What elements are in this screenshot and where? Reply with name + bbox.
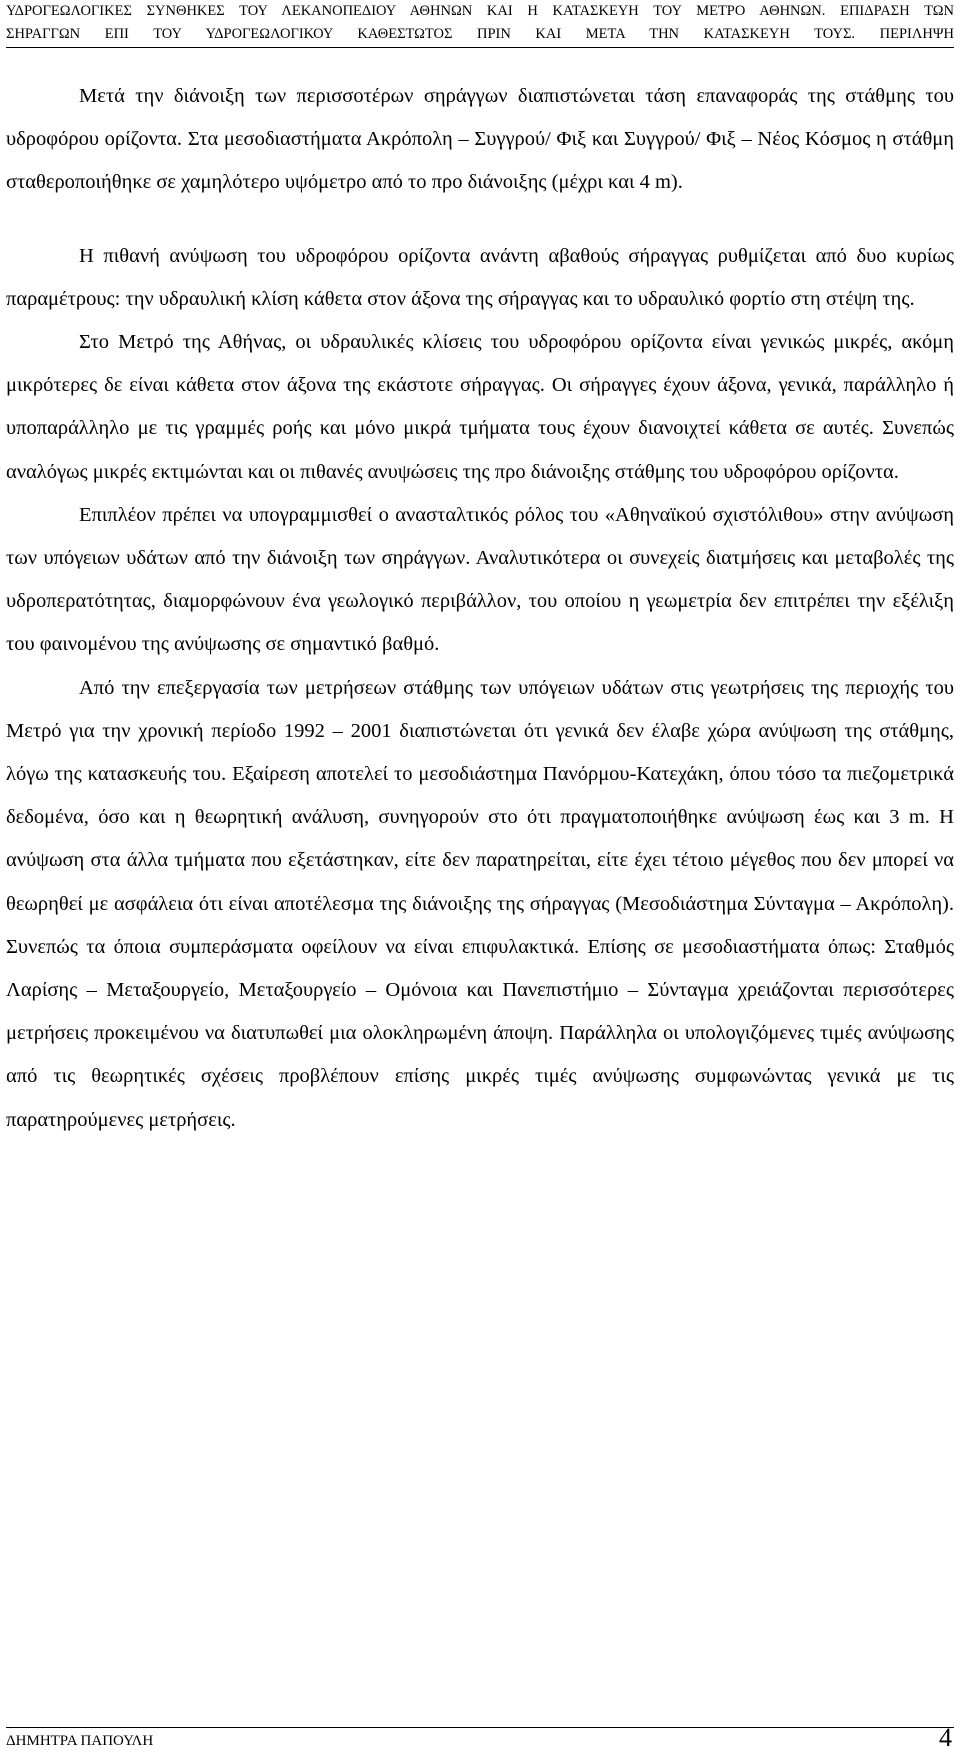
header-line-2: ΣΗΡΑΓΓΩΝ ΕΠΙ ΤΟΥ ΥΔΡΟΓΕΩΛΟΓΙΚΟΥ ΚΑΘΕΣΤΩΤΟΣ ΠΡΙΝ ΚΑΙ ΜΕΤΑ ΤΗΝ ΚΑΤΑΣΚΕΥΗ ΤΟΥΣ. ΠΕΡΙΛΗΨΗ [6,26,954,42]
running-header [6,0,954,46]
paragraph-3: Στο Μετρό της Αθήνας, οι υδραυλικές κλίσεις του υδροφόρου ορίζοντα είναι γενικώς μικρές, ακόμη μικρότερες δε είναι κάθετα στον άξονα της εκάστοτε σήραγγας. Οι σήραγγες έχουν άξονα, γενικά, παράλληλο ή υποπαράλληλο με τις γραμμές ροής και μόνο μικρά τμήματα τους έχουν διανοιχτεί κάθετα σε αυτές. Συνεπώς αναλόγως μικρές εκτιμώνται και οι πιθανές ανυψώσεις της προ διάνοιξης στάθμης του υδροφόρου ορίζοντα. [6,331,954,483]
footer-divider [6,1727,954,1728]
paragraph-1: Μετά την διάνοιξη των περισσοτέρων σηράγγων διαπιστώνεται τάση επαναφοράς της στάθμης του υδροφόρου ορίζοντα. Στα μεσοδιαστήματα Ακρόπολη – Συγγρού/ Φιξ και Συγγρού/ Φιξ – Νέος Κόσμος η στάθμη σταθεροποιήθηκε σε χαμηλότερο υψόμετρο από το προ διάνοιξης (μέχρι και 4 m). [6,85,954,194]
page-number: 4 [939,1723,952,1752]
footer-author: ΔΗΜΗΤΡΑ ΠΑΠΟΥΛΗ [6,1733,154,1749]
paragraph-4: Επιπλέον πρέπει να υπογραμμισθεί ο ανασταλτικός ρόλος του «Αθηναϊκού σχιστόλιθου» στην ανύψωση των υπόγειων υδάτων από την διάνοιξη των σηράγγων. Αναλυτικότερα οι συνεχείς διατμήσεις και μεταβολές της υδροπερατότητας, διαμορφώνουν ένα γεωλογικό περιβάλλον, του οποίου η γεωμετρία δεν επιτρέπει την εξέλιξη του φαινομένου της ανύψωσης σε σημαντικό βαθμό. [6,503,954,656]
header-divider [6,47,954,48]
paragraph-5: Από την επεξεργασία των μετρήσεων στάθμης των υπόγειων υδάτων στις γεωτρήσεις της περιοχής του Μετρό για την χρονική περίοδο 1992 – 2001 διαπιστώνεται ότι γενικά δεν έλαβε χώρα ανύψωση της στάθμης, λόγω της κατασκευής του. Εξαίρεση αποτελεί το μεσοδιάστημα Πανόρμου-Κατεχάκη, όπου τόσο τα πιεζομετρικά δεδομένα, όσο και η θεωρητική ανάλυση, συνηγορούν στο ότι πραγματοποιήθηκε ανύψωση έως και 3 m. Η ανύψωση στα άλλα τμήματα που εξετάστηκαν, είτε δεν παρατηρείται, είτε έχει τέτοιο μέγεθος που δεν μπορεί να θεωρηθεί με ασφάλεια ότι είναι αποτέλεσμα της διάνοιξης της σήραγγας (Μεσοδιάστημα Σύνταγμα – Ακρόπολη). Συνεπώς τα όποια συμπεράσματα οφείλουν να είναι επιφυλακτικά. Επίσης σε μεσοδιαστήματα όπως: Σταθμός Λαρίσης – Μεταξουργείο, Μεταξουργείο – Ομόνοια και Πανεπιστήμιο – Σύνταγμα χρειάζονται περισσότερες μετρήσεις προκειμένου να διατυπωθεί μια ολοκληρωμένη άποψη. Παράλληλα οι υπολογιζόμενες τιμές ανύψωσης από τις θεωρητικές σχέσεις προβλέπουν επίσης μικρές τιμές ανύψωσης συμφωνώντας γενικά με τις παρατηρούμενες μετρήσεις. [6,676,954,1131]
paragraph-2: Η πιθανή ανύψωση του υδροφόρου ορίζοντα ανάντη αβαθούς σήραγγας ρυθμίζεται από δυο κυρίως παραμέτρους: την υδραυλική κλίση κάθετα στον άξονα της σήραγγας και το υδραυλικό φορτίο στη στέψη της. [6,244,954,310]
document-body [6,75,954,1142]
header-line-1: ΥΔΡΟΓΕΩΛΟΓΙΚΕΣ ΣΥΝΘΗΚΕΣ ΤΟΥ ΛΕΚΑΝΟΠΕΔΙΟΥ ΑΘΗΝΩΝ ΚΑΙ Η ΚΑΤΑΣΚΕΥΗ ΤΟΥ ΜΕΤΡΟ ΑΘΗΝΩΝ. ΕΠΙΔΡΑΣΗ ΤΩΝ [6,3,954,19]
